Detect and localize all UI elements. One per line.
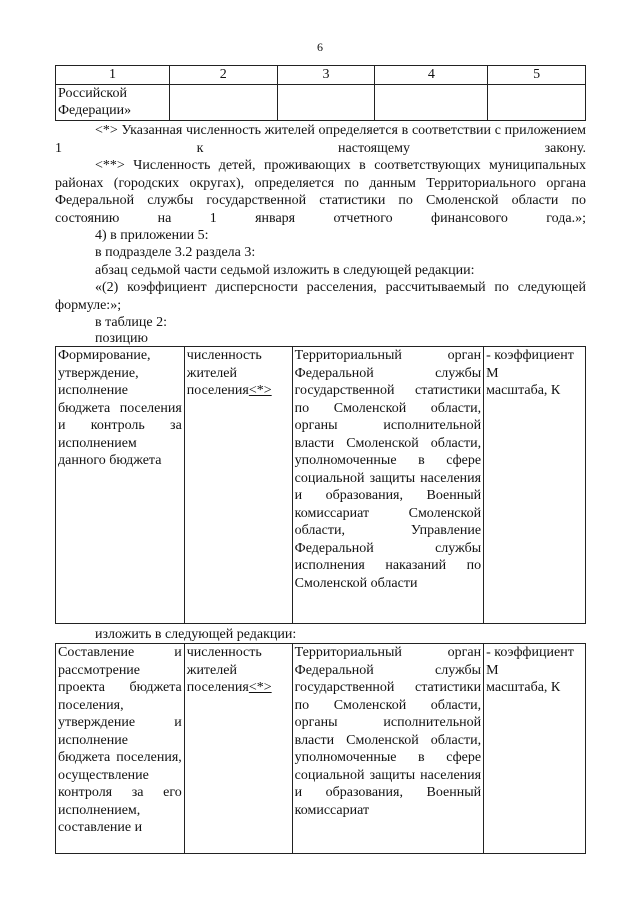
replace-line: изложить в следующей редакции: <box>95 627 297 642</box>
cell-function: Формирование, утверждение, исполнение бюджета поселения и контроль за исполнением данного бюджета <box>56 347 185 624</box>
header-cell: 3 <box>277 66 375 85</box>
page-number: 6 <box>317 40 323 54</box>
cell-indicator <box>184 644 292 854</box>
coefficient-line: масштаба, К <box>486 680 561 695</box>
coefficient-line: масштаба, К <box>486 383 561 398</box>
cell-source: Территориальный орган Федеральной службы государственной статистики по Смоленской области, органы исполнительной власти Смоленской области, уполномоченные в сфере социальной защиты населения и образования, Военный комиссариат <box>292 644 483 854</box>
footnote-1: <*> Указанная численность жителей определяется в соответствии с приложением 1 к настоящему закону. <box>55 123 586 156</box>
item-4: 4) в приложении 5: <box>95 228 209 243</box>
footnote-mark: <*> <box>248 680 272 695</box>
paragraph-instruction: абзац седьмой части седьмой изложить в следующей редакции: <box>95 263 475 278</box>
table-row <box>56 84 586 120</box>
formula-line: «(2) коэффициент дисперсности расселения, рассчитываемый по следующей формуле:»; <box>55 280 586 313</box>
footnote-mark: <*> <box>248 383 272 398</box>
table-row <box>56 347 586 624</box>
table-row <box>56 644 586 854</box>
cell-source: Территориальный орган Федеральной службы государственной статистики по Смоленской области, органы исполнительной власти Смоленской области, уполномоченные в сфере социальной защиты населения и образования, Военный комиссариат Смоленской области, Управление Федеральной службы исполнения наказаний по Смоленской области <box>292 347 483 624</box>
cell-coefficient <box>484 347 586 624</box>
table-cell: Российской Федерации» <box>56 84 170 120</box>
header-cell: 2 <box>169 66 277 85</box>
header-cell: 5 <box>488 66 586 85</box>
subsection-line: в подразделе 3.2 раздела 3: <box>95 245 256 260</box>
position-line: позицию <box>95 331 148 346</box>
header-cell: 1 <box>56 66 170 85</box>
cell-function: Составление и рассмотрение проекта бюджета поселения, утверждение и исполнение бюджета поселения, осуществление контроля за его исполнением, составление и <box>56 644 185 854</box>
table-new-position <box>55 643 586 854</box>
header-cell: 4 <box>375 66 488 85</box>
coefficient-line: - коэффициент М <box>486 348 574 381</box>
table-header-row <box>56 66 586 85</box>
table2-line: в таблице 2: <box>95 315 167 330</box>
table-continuation <box>55 65 586 121</box>
coefficient-line: - коэффициент М <box>486 645 574 678</box>
indicator-text: численность жителей поселения <box>186 645 262 695</box>
cell-indicator <box>184 347 292 624</box>
indicator-text: численность жителей поселения <box>186 348 262 398</box>
table-old-position <box>55 346 586 624</box>
cell-coefficient <box>484 644 586 854</box>
footnote-2: <**> Численность детей, проживающих в соответствующих муниципальных районах (городских округах), определяется по данным Территориального органа Федеральной службы государственной статистики по Смоленской области по состоянию на 1 января отчетного финансового года.»; <box>55 158 586 226</box>
